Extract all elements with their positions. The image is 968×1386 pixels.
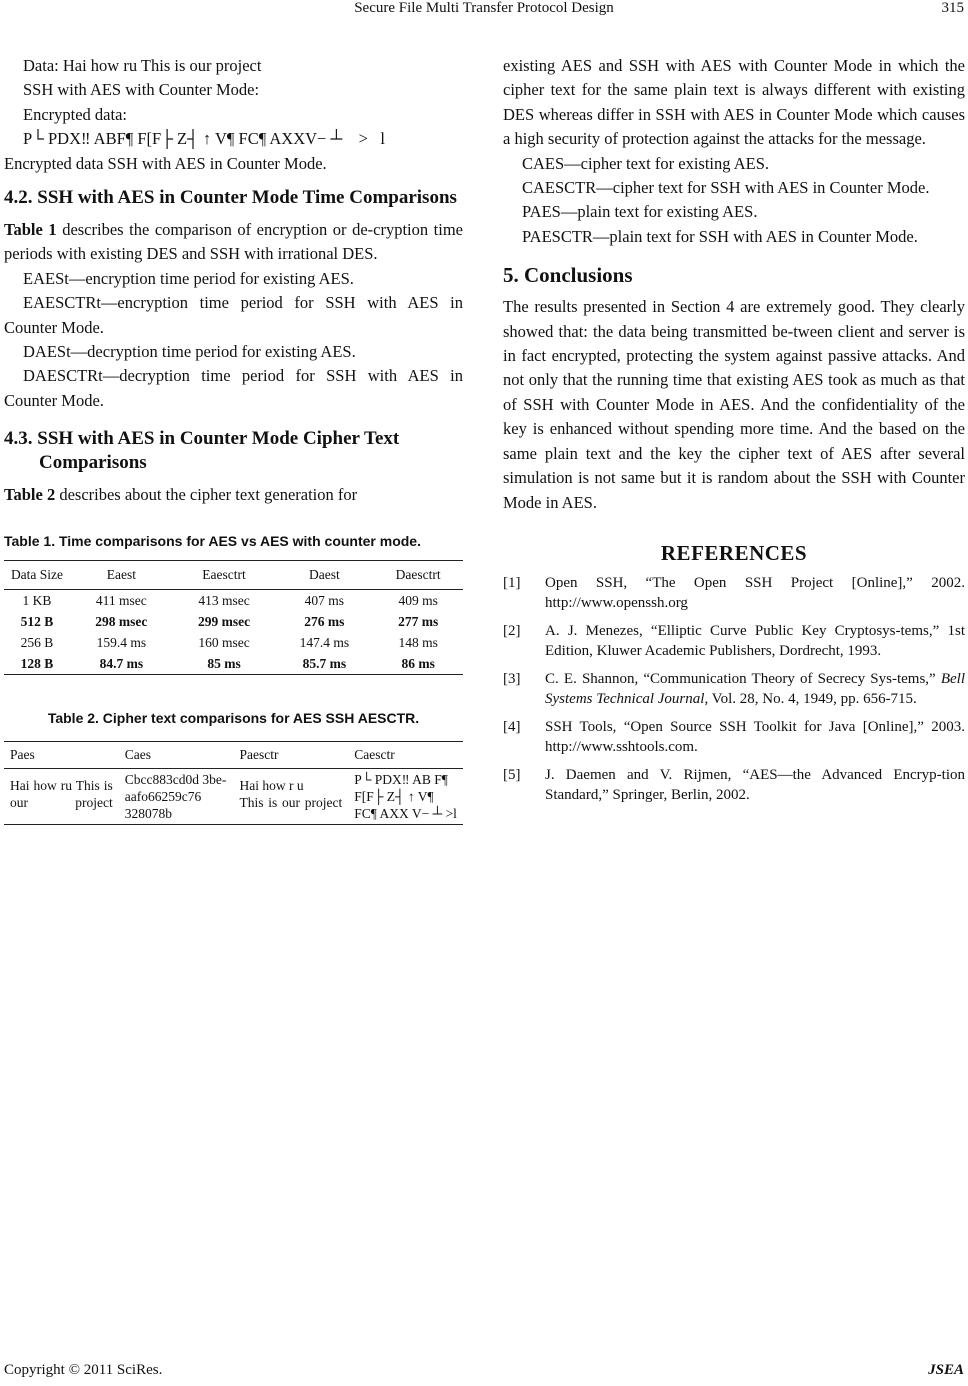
table2-header: Caes [119, 741, 234, 768]
reference-number: [4] [503, 719, 521, 736]
references-title: REFERENCES [660, 540, 808, 565]
definition-caesctr: CAESCTR—cipher text for SSH with AES in Counter Mode. [522, 178, 930, 198]
table-cell: P└ PDX‼ AB F¶ F[F├ Z┤ ↑ V¶ FC¶ AXX V− ┴ >l [354, 771, 457, 821]
table-row [4, 632, 463, 653]
left-column [4, 54, 463, 825]
right-column [503, 54, 965, 813]
reference-number: [2] [503, 623, 521, 640]
page-number: 315 [941, 0, 964, 16]
table-cell: 86 ms [401, 655, 435, 671]
section-4-2-paragraph [4, 218, 463, 267]
encrypted-text: P└ PDX‼ ABF¶ F[F├ Z┤ ↑ V¶ FC¶ AXXV− ┴ > l [23, 129, 385, 149]
reference-text-part: C. E. Shannon, “Communication Theory of Secrecy Sys-tems,” [545, 671, 941, 688]
table-cell: 298 msec [95, 613, 148, 629]
table-cell: 409 ms [398, 592, 438, 608]
table1-header: Daesctrt [373, 560, 463, 589]
table1-header: Eaesctrt [173, 560, 276, 589]
reference-text: Open SSH, “The Open SSH Project [Online],” 2002. http://www.openssh.org [545, 575, 965, 612]
table-row [4, 768, 463, 824]
table-cell: 84.7 ms [99, 655, 144, 671]
table2-header: Paes [4, 741, 119, 768]
definition-daest: DAESt—decryption time period for existing AES. [23, 342, 356, 362]
table-cell: Cbcc883cd0d 3be- aafo66259c76 328078b [124, 771, 227, 821]
table1-reference: Table 1 [4, 220, 57, 240]
running-title: Secure File Multi Transfer Protocol Design [354, 0, 614, 16]
section-4-2-heading: 4.2. SSH with AES in Counter Mode Time Comparisons [4, 187, 457, 209]
table-cell: 512 B [20, 613, 54, 629]
table-cell: 256 B [20, 634, 54, 650]
table-cell: 85 ms [207, 655, 241, 671]
definition-caes: CAES—cipher text for existing AES. [522, 153, 770, 173]
section-4-3-text: describes about the cipher text generation for [55, 485, 358, 505]
table-cell: 85.7 ms [302, 655, 347, 671]
table2-caption: Table 2. Cipher text comparisons for AES SSH AESCTR. [47, 709, 420, 726]
reference-item [503, 765, 965, 805]
table-row [4, 589, 463, 611]
reference-journal: Bell Systems Technical Journal [545, 671, 965, 708]
table2-header: Caesctr [348, 741, 463, 768]
table1 [4, 560, 463, 675]
conclusion-paragraph: The results presented in Section 4 are extremely good. They clearly showed that: the data being transmitted be-tween client and server is in fact encrypted, protecting the system against passive attacks. And not only that the running time that existing AES took as much as that of SSH with Counter Mode in AES. And the confidentiality of the key is enhanced without spending more time. And the based on the same plain text and the key the cipher text of AES after several simulation is not same but it is random about the SSH with Counter Mode in AES. [503, 297, 965, 512]
table2-header: Paesctr [234, 741, 349, 768]
section-4-3-heading: 4.3. SSH with AES in Counter Mode Cipher Text Comparisons [4, 428, 400, 474]
reference-item [503, 573, 965, 613]
page-footer [4, 1362, 964, 1379]
encrypted-label: Encrypted data: [23, 104, 127, 124]
table1-header: Eaest [70, 560, 173, 589]
reference-text: J. Daemen and V. Rijmen, “AES—the Advanced Encryp-tion Standard,” Springer, Berlin, 2002. [545, 767, 965, 804]
reference-text [545, 671, 965, 707]
reference-number: [3] [503, 671, 521, 688]
table-cell: 147.4 ms [299, 634, 350, 650]
table-cell: 160 msec [198, 634, 250, 650]
intro-paragraph: existing AES and SSH with AES with Counter Mode in which the cipher text for the same plain text is always different with existing DES whereas differ in SSH with AES in Counter Mode which causes a high security of protection against the attacks for the message. [503, 56, 965, 149]
reference-text-part: , Vol. 28, No. 4, 1949, pp. 656-715. [704, 691, 917, 708]
table-cell: 1 KB [22, 592, 52, 608]
definition-paesctr: PAESCTR—plain text for SSH with AES in Counter Mode. [522, 226, 918, 246]
definition-paes: PAES—plain text for existing AES. [522, 202, 758, 222]
section-5-heading: 5. Conclusions [503, 263, 633, 288]
table-cell: 299 msec [197, 613, 251, 629]
table-cell [234, 768, 349, 824]
reference-text: A. J. Menezes, “Elliptic Curve Public Key Cryptosys-tems,” 1st Edition, Kluwer Academic Publishers, Dordrecht, 1993. [545, 623, 965, 660]
table-row [4, 611, 463, 632]
reference-item [503, 621, 965, 661]
table-cell: Hai how ru This is our project [10, 777, 113, 810]
table-cell: 413 msec [198, 592, 250, 608]
definition-daesctrt: DAESCTRt—decryption time period for SSH with AES in Counter Mode. [4, 366, 463, 410]
page-header [0, 0, 968, 26]
ssh-line: SSH with AES with Counter Mode: [23, 80, 260, 100]
table2-header-row [4, 741, 463, 768]
journal-name: JSEA [928, 1362, 964, 1378]
definition-eaest: EAESt—encryption time period for existing AES. [23, 268, 354, 288]
definition-eaesctrt: EAESCTRt—encryption time period for SSH with AES in Counter Mode. [4, 293, 463, 337]
table2-reference: Table 2 [4, 485, 56, 505]
table-cell: 148 ms [398, 634, 438, 650]
table-row [4, 653, 463, 675]
table-cell: 277 ms [398, 613, 439, 629]
table1-header: Daest [275, 560, 373, 589]
reference-item [503, 669, 965, 709]
table-cell: 276 ms [304, 613, 345, 629]
section-4-2-text: describes the comparison of encryption or de-cryption time periods with existing DES and SSH with irrational DES. [4, 220, 464, 264]
copyright-notice: Copyright © 2011 SciRes. [4, 1362, 163, 1378]
section-4-3-paragraph [4, 483, 463, 507]
table-cell: 411 msec [95, 592, 147, 608]
table1-header-row [4, 560, 463, 589]
table1-header: Data Size [4, 560, 70, 589]
paesctr-line: Hai how r u [239, 777, 304, 793]
reference-number: [5] [503, 767, 521, 784]
paesctr-line: This is our project [239, 794, 343, 810]
table2 [4, 741, 463, 825]
table-cell: 128 B [20, 655, 54, 671]
table-cell: 159.4 ms [96, 634, 147, 650]
reference-number: [1] [503, 575, 521, 592]
table1-caption: Table 1. Time comparisons for AES vs AES with counter mode. [4, 532, 421, 549]
table-cell: 407 ms [304, 592, 345, 608]
reference-text: SSH Tools, “Open Source SSH Toolkit for Java [Online],” 2003. http://www.sshtools.com. [545, 719, 965, 756]
reference-item [503, 717, 965, 757]
encrypted-caption: Encrypted data SSH with AES in Counter Mode. [4, 153, 327, 173]
data-line: Data: Hai how ru This is our project [23, 56, 262, 75]
